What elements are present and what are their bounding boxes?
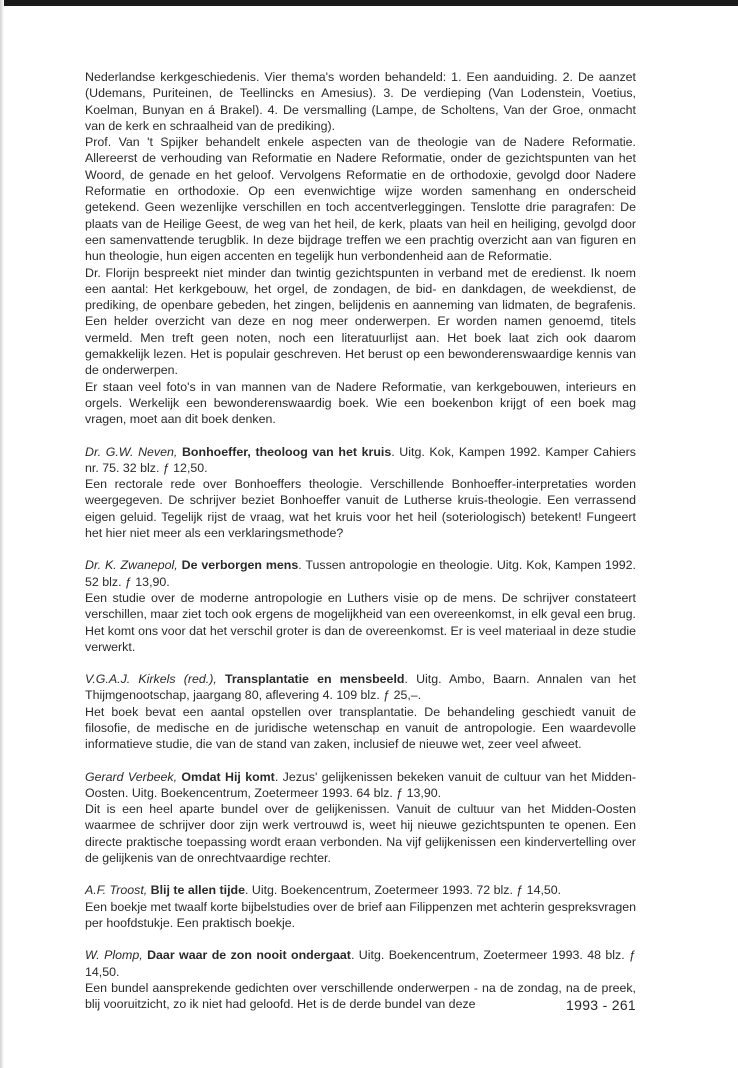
review-author: Dr. K. Zwanepol,	[85, 558, 178, 573]
intro-paragraph: Nederlandse kerkgeschiedenis. Vier thema's worden behandeld: 1. Een aanduiding. 2. De aanzet (Udemans, Puriteinen, de Teellincks en Amesius). 3. De verdieping (Van Lodenstein, Voetius, Koelman, Bunyan en á Brakel). 4. De versmalling (Lampe, de Scholtens, Van der Groe, onmacht van de kerk en schraalheid van de prediking).	[85, 70, 636, 133]
text-column	[85, 69, 636, 1012]
review-author: V.G.A.J. Kirkels (red.),	[85, 672, 217, 687]
review-body: Het boek bevat een aantal opstellen over transplantatie. De behandeling geschiedt vanuit de filosofie, de medische en de juridische wetenschap en vanuit de antropologie. Een waardevolle informatieve studie, die van de stand van zaken, inclusief de nieuwe wet, zeer veel afweet.	[85, 704, 636, 752]
review-entry	[85, 769, 636, 867]
review-body: Een bundel aansprekende gedichten over verschillende onderwerpen - na de zondag, na de preek, blij vooruitzicht, zo ik niet had geloofd. Het is de derde bundel van deze	[85, 980, 636, 1012]
intro-paragraph: Er staan veel foto's in van mannen van de Nadere Reformatie, van kerkgebouwen, interieurs en orgels. Werkelijk een bewonderenswaardig boek. Wie een boekenbon krijgt of een boek mag vragen, moet aan dit boek denken.	[85, 379, 636, 427]
review-publication: . Uitg. Boekencentrum, Zoetermeer 1993. 48 blz. ƒ 14,50.	[85, 948, 636, 979]
review-header	[85, 671, 636, 704]
review-header	[85, 444, 636, 477]
intro-section	[85, 69, 636, 428]
review-header	[85, 557, 636, 590]
review-entry	[85, 947, 636, 1012]
review-author: A.F. Troost,	[85, 883, 148, 898]
review-entry	[85, 671, 636, 752]
review-entry	[85, 557, 636, 655]
review-author: Gerard Verbeek,	[85, 769, 178, 784]
review-publication: . Uitg. Ambo, Baarn. Annalen van het Thijmgenootschap, jaargang 80, aflevering 4. 109 blz. ƒ 25,–.	[85, 672, 636, 703]
review-publication: . Tussen antropologie en theologie. Uitg. Kok, Kampen 1992. 52 blz. ƒ 13,90.	[85, 558, 636, 589]
review-author: Dr. G.W. Neven,	[85, 444, 178, 459]
review-title: Blij te allen tijde	[150, 883, 245, 898]
review-author: W. Plomp,	[85, 948, 143, 963]
review-body: Een boekje met twaalf korte bijbelstudies over de brief aan Filippenzen met achterin gespreksvragen per hoofdstukje. Een praktisch boekje.	[85, 899, 637, 930]
review-body: Dit is een heel aparte bundel over de gelijkenissen. Vanuit de cultuur van het Midden-Oosten waarmee de schrijver door zijn werk vertrouwd is, weet hij nieuwe gezichtspunten te openen. Een directe praktische toepassing wordt eraan verbonden. Na vijf gelijkenissen een kindervertelling over de gelijkenis van de onrechtvaardige rechter.	[85, 802, 636, 866]
intro-paragraph: Prof. Van 't Spijker behandelt enkele aspecten van de theologie van de Nadere Reformatie. Allereerst de verhouding van Reformatie en Nadere Reformatie, onder de gezichtspunten van het Woord, de genade en het geloof. Vervolgens Reformatie en de orthodoxie, gevolgd door Nadere Reformatie en orthodoxie. Op een evenwichtige wijze worden samenhang en onderscheid getekend. Geen wezenlijke verschillen en toch accentverleggingen. Tenslotte drie paragrafen: De plaats van de Heilige Geest, de weg van het heil, de kerk, plaats van heil en heiliging, gevolgd door een samenvattende terugblik. In deze bijdrage treffen we een prachtig overzicht aan van figuren en hun theologie, hun eigen accenten en tegelijk hun verbondenheid aan de Reformatie.	[85, 135, 636, 264]
review-header	[85, 769, 636, 802]
review-entry	[85, 882, 636, 931]
review-title: Transplantatie en mensbeeld	[224, 672, 405, 687]
page-number: 1993 - 261	[566, 997, 636, 1013]
review-title: Omdat Hij komt	[181, 769, 275, 784]
review-body: Een rectorale rede over Bonhoeffers theologie. Verschillende Bonhoeffer-interpretaties worden weergegeven. De schrijver beziet Bonhoeffer vanuit de Lutherse kruis-theologie. Een verrassend eigen geluid. Tegelijk rijst de vraag, wat het kruis voor het heil (soteriologisch) betekent! Fungeert het hier niet meer als een verklaringsmethode?	[85, 477, 636, 541]
review-header	[85, 882, 636, 898]
review-header	[85, 947, 636, 980]
scan-left-edge	[0, 0, 4, 1068]
review-body: Een studie over de moderne antropologie en Luthers visie op de mens. De schrijver constateert verschillen, maar ziet toch ook ergens de mogelijkheid van een overeenkomst, in elk geval een brug. Het komt ons voor dat het verschil groter is dan de overeenkomst. Er is veel materiaal in deze studie verwerkt.	[85, 590, 637, 654]
review-title: De verborgen mens	[181, 558, 299, 573]
scan-top-edge	[0, 0, 738, 6]
review-publication: . Uitg. Kok, Kampen 1992. Kamper Cahiers nr. 75. 32 blz. ƒ 12,50.	[85, 444, 636, 475]
review-entry	[85, 444, 636, 542]
review-title: Bonhoeffer, theoloog van het kruis	[181, 444, 392, 459]
review-publication: . Jezus' gelijkenissen bekeken vanuit de cultuur van het Midden-Oosten. Uitg. Boekencentrum, Zoetermeer 1993. 64 blz. ƒ 13,90.	[85, 769, 637, 800]
review-publication: . Uitg. Boekencentrum, Zoetermeer 1993. 72 blz. ƒ 14,50.	[244, 883, 562, 898]
review-title: Daar waar de zon nooit ondergaat	[147, 948, 351, 963]
intro-paragraph: Dr. Florijn bespreekt niet minder dan twintig gezichtspunten in verband met de eredienst. Ik noem een aantal: Het kerkgebouw, het orgel, de zondagen, de bid- en dankdagen, de weekdienst, de prediking, de openbare gebeden, het zingen, belijdenis en aanneming van lidmaten, de begrafenis. Een helder overzicht van deze en nog meer onderwerpen. Er worden namen genoemd, titels vermeld. Men treft geen noten, noch een literatuurlijst aan. Het boek laat zich ook daarom gemakkelijk lezen. Het is populair geschreven. Het berust op een bewonderenswaardige kennis van de onderwerpen.	[85, 265, 636, 378]
